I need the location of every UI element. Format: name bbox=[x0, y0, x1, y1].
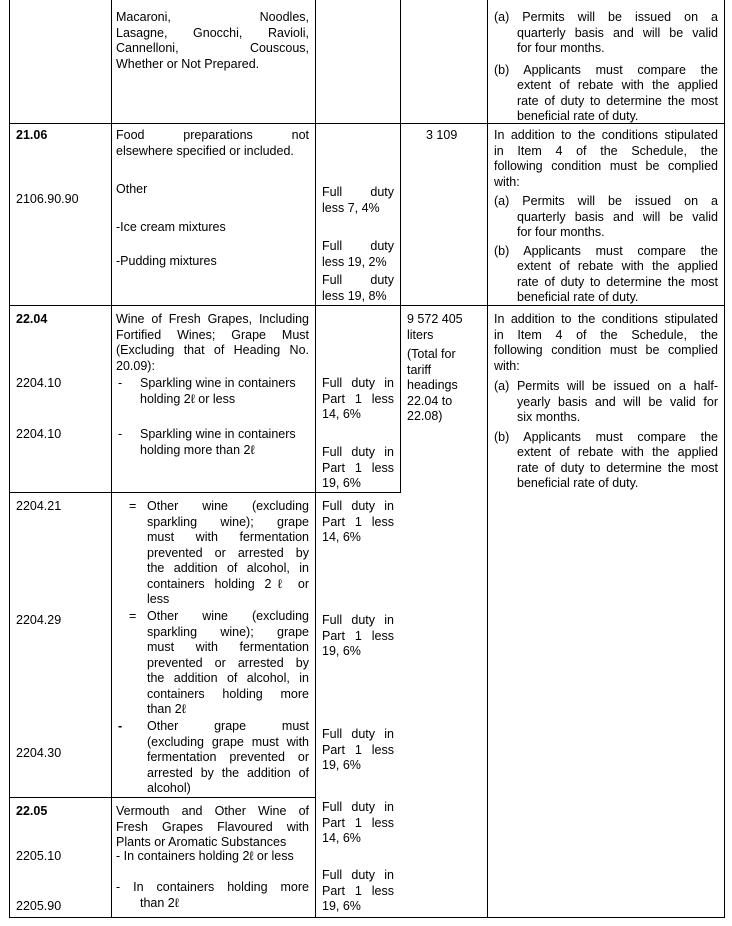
text-line: In addition to the conditions stipulated bbox=[494, 128, 718, 142]
conditions-cell bbox=[494, 128, 718, 306]
text-line: for four months. bbox=[517, 41, 605, 55]
text-line: (excluding grape must with bbox=[147, 734, 309, 749]
text-line: Part 1 less bbox=[322, 883, 394, 898]
tariff-code: 2204.10 bbox=[16, 376, 62, 390]
text-line: Full duty bbox=[322, 273, 394, 287]
text-line: containers holding more bbox=[147, 686, 309, 701]
text-line: 19, 6% bbox=[322, 476, 361, 490]
text-line: fermentation prevented or bbox=[147, 750, 309, 764]
text-line: Macaroni, Noodles, bbox=[116, 10, 309, 24]
text-line: Part 1 less bbox=[322, 628, 394, 643]
condition-intro bbox=[494, 128, 718, 190]
tariff-code: 2205.90 bbox=[16, 899, 62, 913]
duty-cell bbox=[322, 185, 394, 216]
text-line: Full duty bbox=[322, 239, 394, 253]
text-line: with: bbox=[494, 358, 520, 373]
text-line: 19, 6% bbox=[322, 899, 361, 913]
text-line: Fortified Wines; Grape Must bbox=[116, 327, 309, 342]
text-line: Part 1 less bbox=[322, 742, 394, 757]
text-line: must with fermentation bbox=[147, 640, 309, 654]
grid-line bbox=[724, 0, 725, 918]
description-sub-item: -Ice cream mixtures bbox=[116, 220, 226, 234]
tariff-heading: 22.05 bbox=[16, 804, 48, 818]
duty-cell bbox=[322, 613, 394, 660]
text-line: Part 1 less bbox=[322, 391, 394, 406]
description-sub-item bbox=[147, 609, 309, 718]
duty-cell bbox=[322, 800, 394, 847]
grid-line bbox=[400, 0, 401, 492]
condition-b bbox=[494, 63, 718, 125]
tariff-code: 2106.90.90 bbox=[16, 192, 79, 206]
text-line: prevented or arrested by bbox=[147, 655, 309, 670]
grid-line bbox=[9, 917, 725, 918]
text-line: beneficial rate of duty. bbox=[517, 476, 639, 490]
text-line: the addition of alcohol, in bbox=[147, 561, 309, 575]
text-line: Fresh Grapes Flavoured with bbox=[116, 819, 309, 834]
text-line: 9 572 405 bbox=[407, 312, 463, 326]
text-line: rate of duty to determine the most bbox=[517, 460, 718, 475]
text-line: (Excluding that of Heading No. bbox=[116, 343, 309, 357]
duty-cell bbox=[322, 273, 394, 304]
text-line: less 19, 8% bbox=[322, 288, 387, 303]
text-line: beneficial rate of duty. bbox=[517, 290, 639, 304]
text-line: Whether or Not Prepared. bbox=[116, 56, 260, 71]
description-sub-item bbox=[116, 880, 309, 911]
grid-line bbox=[111, 0, 112, 918]
text-line: (b) Applicants must compare the bbox=[494, 429, 718, 444]
text-line: than 2ℓ bbox=[147, 702, 186, 716]
text-line: 14, 6% bbox=[322, 407, 361, 421]
text-line: Wine of Fresh Grapes, Including bbox=[116, 312, 309, 326]
description-other: Other bbox=[116, 182, 148, 196]
text-line: the addition of alcohol, in bbox=[147, 671, 309, 685]
description-sub-item bbox=[147, 719, 309, 797]
quota-value: 3 109 bbox=[426, 128, 458, 142]
text-line: Full duty in bbox=[322, 613, 394, 627]
description-cell bbox=[116, 10, 309, 72]
text-line: Part 1 less bbox=[322, 460, 394, 475]
text-line: prevented or arrested by bbox=[147, 545, 309, 560]
description-cell bbox=[116, 128, 309, 159]
tariff-code: 2205.10 bbox=[16, 849, 62, 863]
text-line: sparkling wine); grape bbox=[147, 624, 309, 639]
list-bullet: = bbox=[129, 609, 137, 623]
text-line: than 2ℓ bbox=[140, 895, 179, 910]
text-line: Full duty bbox=[322, 185, 394, 199]
grid-line bbox=[487, 0, 488, 918]
duty-cell bbox=[322, 499, 394, 546]
text-line: following condition must be complied bbox=[494, 343, 718, 357]
text-line: following condition must be complied bbox=[494, 159, 718, 173]
text-line: six months. bbox=[517, 410, 581, 424]
text-line: Sparkling wine in containers bbox=[140, 376, 296, 390]
condition-a bbox=[494, 379, 718, 426]
description-sub-item: -Pudding mixtures bbox=[116, 254, 217, 268]
description-sub-item bbox=[140, 427, 309, 458]
condition-b bbox=[494, 430, 718, 492]
text-line: (a) Permits will be issued on a half- bbox=[494, 379, 718, 393]
duty-cell bbox=[322, 376, 394, 423]
tariff-heading: 22.04 bbox=[16, 312, 48, 326]
description-sub-item bbox=[140, 376, 309, 407]
text-line: quarterly basis and will be valid bbox=[517, 25, 718, 40]
text-line: 22.04 to bbox=[407, 393, 453, 408]
text-line: Other wine (excluding bbox=[147, 609, 309, 623]
text-line: Other wine (excluding bbox=[147, 499, 309, 513]
condition-a bbox=[494, 194, 718, 241]
text-line: containers holding 2ℓ or bbox=[147, 576, 309, 591]
text-line: tariff bbox=[407, 362, 432, 377]
text-line: extent of rebate with the applied bbox=[517, 445, 718, 459]
text-line: 19, 6% bbox=[322, 644, 361, 658]
text-line: 14, 6% bbox=[322, 831, 361, 845]
text-line: Cannelloni, Couscous, bbox=[116, 41, 309, 55]
text-line: alcohol) bbox=[147, 781, 191, 795]
text-line: elsewhere specified or included. bbox=[116, 143, 294, 158]
list-bullet: = bbox=[129, 499, 137, 513]
text-line: Sparkling wine in containers bbox=[140, 427, 296, 441]
text-line: (b) Applicants must compare the bbox=[494, 243, 718, 258]
text-line: less 19, 2% bbox=[322, 254, 387, 269]
duty-cell bbox=[322, 445, 394, 492]
text-line: rate of duty to determine the most bbox=[517, 93, 718, 108]
tariff-code: 2204.10 bbox=[16, 427, 62, 441]
list-bullet: - bbox=[118, 376, 123, 390]
text-line: 20.09): bbox=[116, 358, 155, 373]
text-line: Vermouth and Other Wine of bbox=[116, 804, 309, 818]
text-line: sparkling wine); grape bbox=[147, 514, 309, 529]
text-line: Plants or Aromatic Substances bbox=[116, 835, 287, 849]
condition-b bbox=[494, 244, 718, 306]
description-cell bbox=[116, 804, 309, 851]
text-line: Full duty in bbox=[322, 376, 394, 390]
description-sub-item: - In containers holding 2ℓ or less bbox=[116, 849, 294, 863]
text-line: Full duty in bbox=[322, 499, 394, 513]
text-line: in Item 4 of the Schedule, the bbox=[494, 143, 718, 158]
list-bullet: - bbox=[118, 427, 123, 441]
text-line: (a) Permits will be issued on a bbox=[494, 194, 718, 208]
grid-line bbox=[315, 0, 316, 918]
text-line: Full duty in bbox=[322, 800, 394, 814]
text-line: in Item 4 of the Schedule, the bbox=[494, 327, 718, 342]
text-line: - In containers holding more bbox=[116, 880, 309, 894]
text-line: beneficial rate of duty. bbox=[517, 109, 639, 123]
text-line: 22.08) bbox=[407, 409, 443, 423]
tariff-code: 2204.29 bbox=[16, 613, 62, 627]
text-line: headings bbox=[407, 378, 458, 392]
text-line: Other grape must bbox=[147, 719, 309, 733]
text-line: holding more than 2ℓ bbox=[140, 442, 255, 457]
text-line: quarterly basis and will be valid bbox=[517, 209, 718, 224]
text-line: In addition to the conditions stipulated bbox=[494, 312, 718, 326]
condition-a bbox=[494, 10, 718, 57]
text-line: holding 2ℓ or less bbox=[140, 391, 236, 406]
tariff-heading: 21.06 bbox=[16, 128, 48, 142]
duty-cell bbox=[322, 727, 394, 774]
text-line: Part 1 less bbox=[322, 815, 394, 830]
text-line: arrested by the addition of bbox=[147, 765, 309, 780]
text-line: Lasagne, Gnocchi, Ravioli, bbox=[116, 25, 309, 40]
duty-cell bbox=[322, 868, 394, 915]
text-line: less bbox=[147, 592, 170, 606]
description-sub-item bbox=[147, 499, 309, 608]
text-line: less 7, 4% bbox=[322, 200, 380, 215]
text-line: Food preparations not bbox=[116, 128, 309, 142]
text-line: rate of duty to determine the most bbox=[517, 274, 718, 289]
text-line: with: bbox=[494, 174, 520, 189]
text-line: yearly basis and will be valid for bbox=[517, 394, 718, 409]
text-line: Full duty in bbox=[322, 445, 394, 459]
grid-line bbox=[9, 797, 316, 798]
condition-intro bbox=[494, 312, 718, 374]
conditions-cell bbox=[494, 10, 718, 125]
description-cell bbox=[116, 312, 309, 374]
conditions-cell bbox=[494, 312, 718, 492]
text-line: Full duty in bbox=[322, 868, 394, 882]
tariff-code: 2204.21 bbox=[16, 499, 62, 513]
quota-note bbox=[407, 347, 483, 425]
text-line: extent of rebate with the applied bbox=[517, 78, 718, 92]
quota-cell bbox=[407, 312, 483, 425]
text-line: (a) Permits will be issued on a bbox=[494, 10, 718, 24]
tariff-code: 2204.30 bbox=[16, 746, 62, 760]
text-line: liters bbox=[407, 327, 434, 342]
duty-cell bbox=[322, 239, 394, 270]
text-line: for four months. bbox=[517, 225, 605, 239]
text-line: Full duty in bbox=[322, 727, 394, 741]
list-bullet: - bbox=[118, 719, 123, 733]
text-line: extent of rebate with the applied bbox=[517, 259, 718, 273]
text-line: must with fermentation bbox=[147, 530, 309, 544]
text-line: 19, 6% bbox=[322, 758, 361, 772]
text-line: (b) Applicants must compare the bbox=[494, 62, 718, 77]
text-line: (Total for bbox=[407, 347, 456, 361]
text-line: 14, 6% bbox=[322, 530, 361, 544]
grid-line bbox=[9, 0, 10, 918]
text-line: Part 1 less bbox=[322, 514, 394, 529]
grid-line bbox=[9, 492, 401, 493]
